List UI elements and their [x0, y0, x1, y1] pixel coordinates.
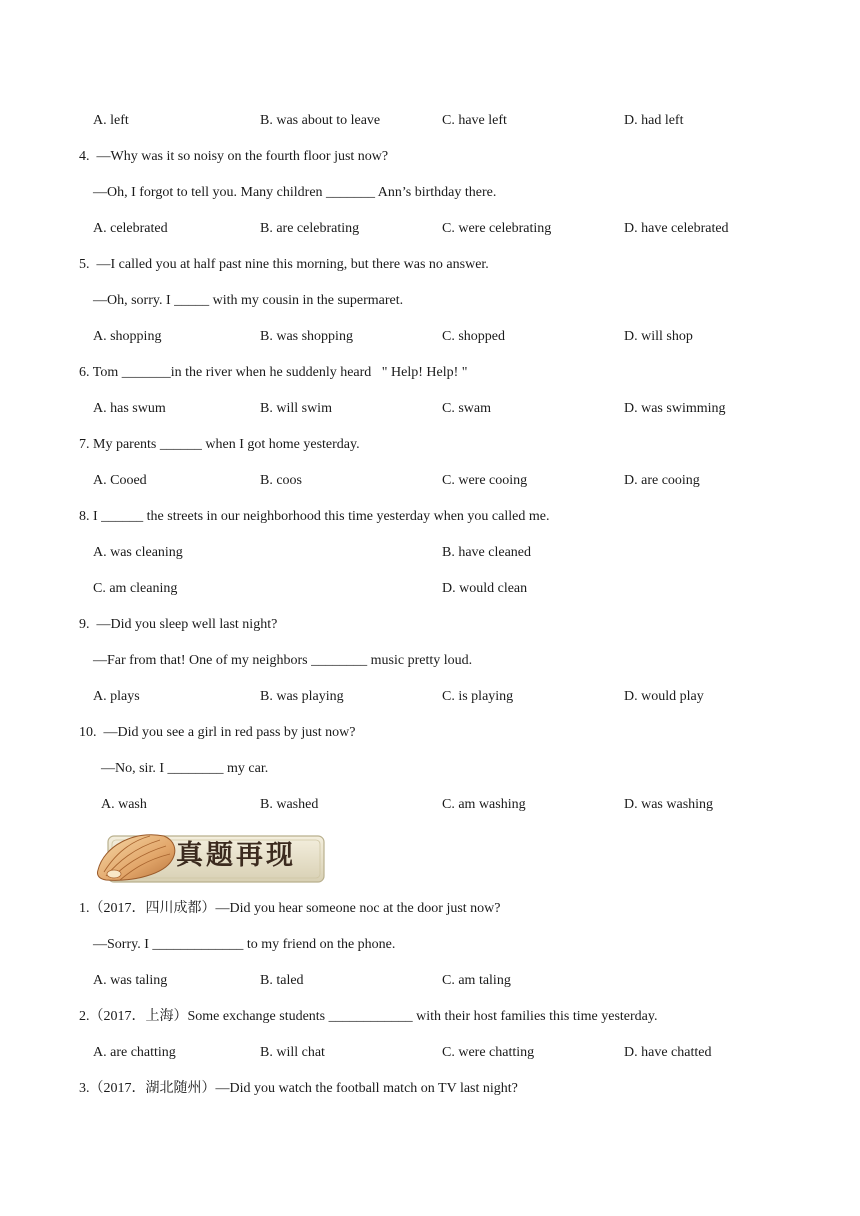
q9-option-d: D. would play: [624, 689, 704, 704]
q5-option-c: C. shopped: [442, 329, 505, 344]
q7-option-a: A. Cooed: [93, 473, 147, 488]
q10-option-d: D. was washing: [624, 797, 714, 812]
q10-option-b: B. washed: [260, 797, 319, 812]
q3-option-c: C. have left: [442, 113, 507, 128]
r1-option-b: B. taled: [260, 973, 304, 988]
q5-option-a: A. shopping: [93, 329, 162, 344]
section-title: 真题再现: [176, 840, 296, 871]
r1-reply: —Sorry. I _____________ to my friend on the phone.: [93, 937, 396, 952]
q7-option-d: D. are cooing: [624, 473, 700, 488]
q7-option-b: B. coos: [260, 473, 302, 488]
q4-stem: 4. —Why was it so noisy on the fourth floor just now?: [79, 149, 389, 164]
q7-option-c: C. were cooing: [442, 473, 528, 488]
q3-option-a: A. left: [93, 113, 129, 128]
q6-option-d: D. was swimming: [624, 401, 726, 416]
r1-option-c: C. am taling: [442, 973, 511, 988]
q4-option-b: B. are celebrating: [260, 221, 360, 236]
q3-option-d: D. had left: [624, 113, 684, 128]
r2-option-b: B. will chat: [260, 1045, 325, 1060]
r3-stem: 3.（2017．湖北随州）—Did you watch the football match on TV last night?: [79, 1081, 518, 1096]
r2-stem: 2.（2017．上海）Some exchange students ____________ with their host families this time yesterday.: [79, 1009, 658, 1024]
q5-option-d: D. will shop: [624, 329, 693, 344]
r2-option-a: A. are chatting: [93, 1045, 176, 1060]
q8-option-c: C. am cleaning: [93, 581, 178, 596]
q8-option-d: D. would clean: [442, 581, 528, 596]
q9-option-a: A. plays: [93, 689, 140, 704]
q6-option-a: A. has swum: [93, 401, 166, 416]
q10-reply: —No, sir. I ________ my car.: [101, 761, 269, 776]
q5-stem: 5. —I called you at half past nine this morning, but there was no answer.: [79, 257, 489, 272]
r1-stem: 1.（2017．四川成都）—Did you hear someone noc at the door just now?: [79, 901, 501, 916]
q9-option-c: C. is playing: [442, 689, 514, 704]
r2-option-d: D. have chatted: [624, 1045, 712, 1060]
q9-reply: —Far from that! One of my neighbors ________ music pretty loud.: [93, 653, 473, 668]
q4-option-a: A. celebrated: [93, 221, 168, 236]
q7-stem: 7. My parents ______ when I got home yesterday.: [79, 437, 360, 452]
q6-stem: 6. Tom _______in the river when he suddenly heard " Help! Help! ": [79, 365, 468, 380]
q6-option-c: C. swam: [442, 401, 491, 416]
q8-option-b: B. have cleaned: [442, 545, 532, 560]
q9-stem: 9. —Did you sleep well last night?: [79, 617, 278, 632]
q8-stem: 8. I ______ the streets in our neighborhood this time yesterday when you called me.: [79, 509, 550, 524]
q4-reply: —Oh, I forgot to tell you. Many children _______ Ann’s birthday there.: [93, 185, 497, 200]
q6-option-b: B. will swim: [260, 401, 332, 416]
q4-option-c: C. were celebrating: [442, 221, 552, 236]
q10-option-c: C. am washing: [442, 797, 526, 812]
r1-option-a: A. was taling: [93, 973, 168, 988]
q5-option-b: B. was shopping: [260, 329, 353, 344]
r2-option-c: C. were chatting: [442, 1045, 535, 1060]
q5-reply: —Oh, sorry. I _____ with my cousin in the supermaret.: [93, 293, 404, 308]
q9-option-b: B. was playing: [260, 689, 344, 704]
q4-option-d: D. have celebrated: [624, 221, 729, 236]
q10-option-a: A. wash: [101, 797, 147, 812]
q10-stem: 10. —Did you see a girl in red pass by just now?: [79, 725, 356, 740]
q3-option-b: B. was about to leave: [260, 113, 381, 128]
q8-option-a: A. was cleaning: [93, 545, 183, 560]
